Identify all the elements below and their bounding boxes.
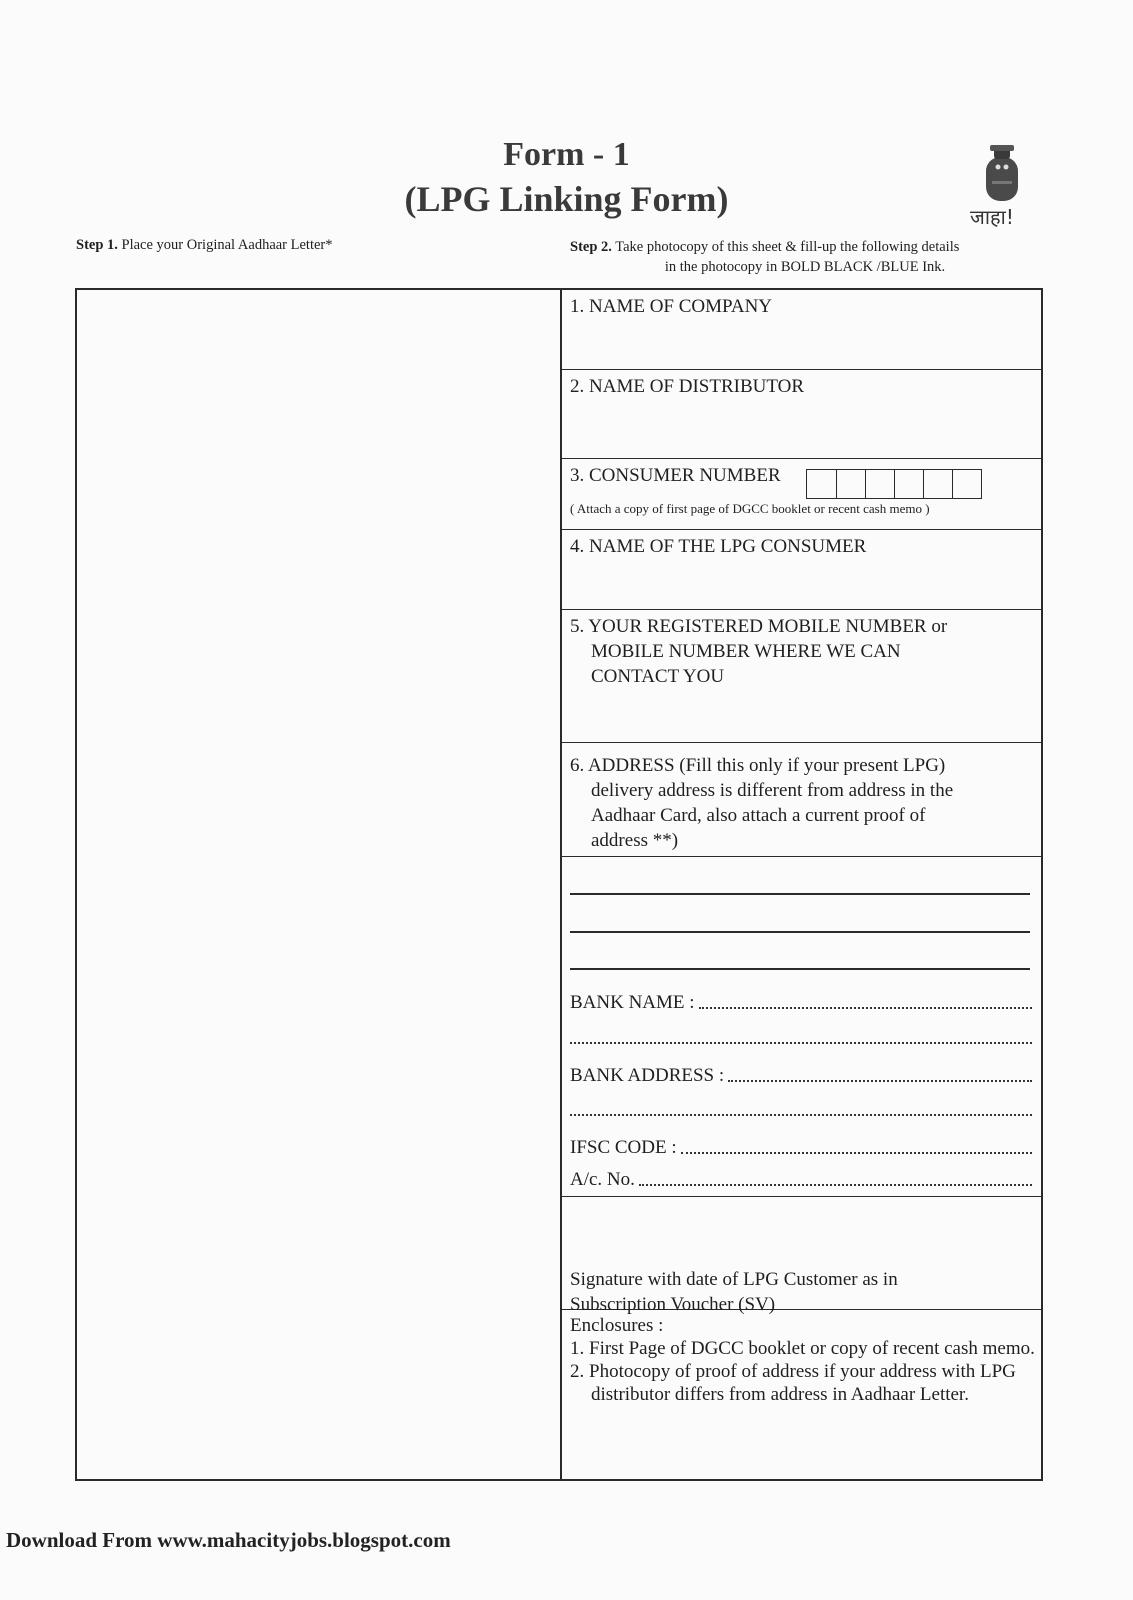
mobile-section[interactable]: [562, 610, 1041, 743]
bank-address-row[interactable]: [570, 1065, 1032, 1087]
step-2-text-line2: in the photocopy in BOLD BLACK /BLUE Ink.: [664, 259, 946, 275]
address-line[interactable]: [570, 893, 1030, 895]
bank-name-input[interactable]: [699, 1006, 1032, 1009]
mobile-label: [570, 614, 947, 689]
step-2-instruction: [570, 237, 1040, 277]
bank-address-label: BANK ADDRESS :: [570, 1065, 725, 1086]
step-1-label: Step 1.: [76, 237, 118, 253]
digit-box[interactable]: [865, 470, 894, 498]
address-label-section: [562, 743, 1041, 857]
ifsc-label: IFSC CODE :: [570, 1137, 677, 1158]
step-1-instruction: [76, 237, 333, 254]
mobile-label-line2: MOBILE NUMBER WHERE WE CAN: [591, 641, 901, 662]
company-label: 1. NAME OF COMPANY: [570, 296, 773, 317]
bank-name-label: BANK NAME :: [570, 992, 695, 1013]
consumer-number-note: ( Attach a copy of first page of DGCC booklet or recent cash memo ): [570, 501, 930, 516]
enclosures-list: [570, 1314, 1041, 1406]
bank-address-input[interactable]: [728, 1079, 1032, 1082]
form-subtitle: (LPG Linking Form): [404, 179, 729, 219]
address-label-line4: address **): [591, 830, 679, 851]
distributor-section[interactable]: [562, 370, 1041, 459]
bank-address-input-2[interactable]: [570, 1113, 1032, 1116]
ifsc-input[interactable]: [681, 1151, 1032, 1154]
bank-name-input-2[interactable]: [570, 1041, 1032, 1044]
mobile-label-line3: CONTACT YOU: [591, 666, 725, 687]
company-section[interactable]: [562, 290, 1041, 370]
address-label-line2: delivery address is different from address in the: [591, 780, 954, 801]
consumer-number-boxes[interactable]: [806, 469, 982, 499]
address-label-line1: 6. ADDRESS (Fill this only if your present LPG): [570, 755, 946, 776]
consumer-name-label: 4. NAME OF THE LPG CONSUMER: [570, 536, 867, 557]
enclosure-item-2: 2. Photocopy of proof of address if your address with LPG distributor differs from address in Aadhaar Letter.: [570, 1361, 1016, 1405]
enclosures-section: [562, 1310, 1041, 1479]
address-line[interactable]: [570, 931, 1030, 933]
step-2-text-line1: Take photocopy of this sheet & fill-up the following details: [615, 239, 960, 255]
step-1-text: Place your Original Aadhaar Letter*: [121, 237, 333, 253]
form-title: Form - 1: [503, 136, 630, 173]
consumer-name-section[interactable]: [562, 530, 1041, 610]
address-label-line3: Aadhaar Card, also attach a current proof of: [591, 805, 926, 826]
address-label: [570, 753, 953, 853]
account-row[interactable]: [570, 1169, 1032, 1191]
signature-line2: Subscription Voucher (SV): [570, 1294, 776, 1315]
step-2-label: Step 2.: [570, 239, 612, 255]
enclosure-item-1: 1. First Page of DGCC booklet or copy of recent cash memo.: [570, 1338, 1035, 1359]
digit-box[interactable]: [807, 470, 836, 498]
lpg-cylinder-logo: [968, 145, 1038, 231]
consumer-number-label: 3. CONSUMER NUMBER: [570, 465, 781, 486]
digit-box[interactable]: [836, 470, 865, 498]
digit-box[interactable]: [952, 470, 981, 498]
ifsc-row[interactable]: [570, 1137, 1032, 1159]
bank-name-continuation[interactable]: [570, 1027, 1032, 1049]
signature-line1: Signature with date of LPG Customer as in: [570, 1269, 898, 1290]
digit-box[interactable]: [923, 470, 952, 498]
account-input[interactable]: [639, 1183, 1032, 1186]
mobile-label-line1: 5. YOUR REGISTERED MOBILE NUMBER or: [570, 616, 948, 637]
bank-address-continuation[interactable]: [570, 1099, 1032, 1121]
signature-section[interactable]: [562, 1197, 1041, 1315]
cylinder-icon: [974, 145, 1030, 203]
logo-caption: जाहा!: [970, 205, 1014, 229]
bank-name-row[interactable]: [570, 992, 1032, 1014]
consumer-number-section: [562, 459, 1041, 530]
address-line[interactable]: [570, 968, 1030, 970]
digit-box[interactable]: [894, 470, 923, 498]
distributor-label: 2. NAME OF DISTRIBUTOR: [570, 376, 805, 397]
account-label: A/c. No.: [570, 1169, 635, 1190]
address-bank-section: [562, 857, 1041, 1197]
aadhaar-letter-placement-area[interactable]: [77, 290, 560, 1479]
download-footer: Download From www.mahacityjobs.blogspot.com: [6, 1528, 451, 1552]
enclosures-title: Enclosures :: [570, 1315, 664, 1336]
